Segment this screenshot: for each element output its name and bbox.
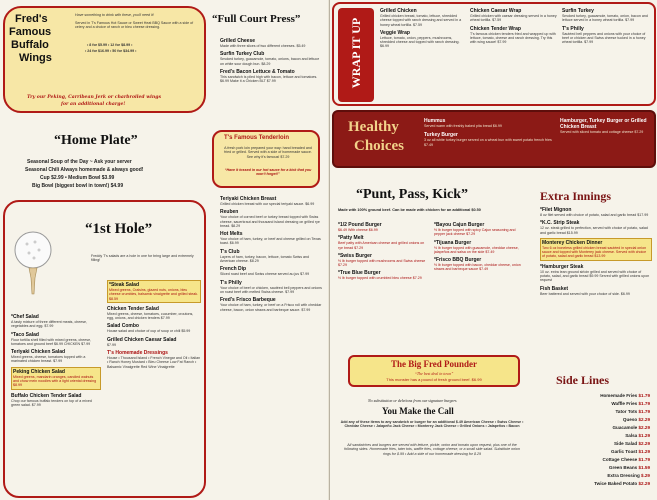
- salad-desc: Mixed greens, mandarin oranges, candied walnuts and chow mein noodles with a light oriental dressing $8.99: [13, 374, 97, 388]
- burger-col-1: [338, 222, 426, 354]
- burger-col-2: [434, 222, 522, 354]
- side-price: $2.29: [638, 425, 650, 430]
- wings-promo-line: Try our Peking, Carribean Jerk or charbroiled wings: [27, 95, 162, 100]
- sandwich-desc: Made with three slices of two different cheeses. $5.49: [220, 44, 306, 48]
- wrap-name: Chicken Tender Wrap: [470, 25, 521, 32]
- burger-desc: Beef patty with American cheese and grilled onions on rye bread $7.29: [338, 241, 425, 250]
- burger-name: *Bayou Cajun Burger: [434, 222, 485, 228]
- home-plate-line: Big Bowl (biggest bowl in town!) $4.99: [32, 183, 124, 189]
- menu-left-page: [0, 0, 328, 500]
- wrap-name: T's Philly: [562, 25, 584, 32]
- sandwich-desc: Smoked turkey, guacamole, tomato, onions, bacon and lettuce on white sour dough bun. $8.29: [220, 57, 320, 66]
- salad-desc: Mixed greens, cheese, tomatoes topped with a marinated chicken breast. $7.99: [11, 355, 86, 364]
- wrap-name: Veggie Wrap: [380, 29, 410, 36]
- side-price: $1.29: [638, 433, 650, 438]
- side-name: Guacamole: [612, 425, 638, 430]
- burger-desc: ½ lb burger topped with bacon, cheddar cheese, onion straws and barbeque sauce $7.49: [434, 263, 521, 272]
- healthy-desc: Served warm with freshly baked pita bread $6.99: [424, 124, 502, 128]
- salad-name: Chicken Tender Salad: [107, 305, 159, 312]
- side-lines-title: Side Lines: [556, 373, 610, 387]
- wings-title-line: Buffalo: [11, 39, 49, 51]
- substitution-note: No substitution or deletions from our signature burgers: [368, 398, 457, 403]
- punt-title: “Punt, Pass, Kick”: [356, 187, 469, 202]
- full-court-title: “Full Court Press”: [212, 13, 301, 25]
- salad-name: Salad Combo: [107, 323, 139, 330]
- burger-name: *Tijuana Burger: [434, 239, 472, 246]
- salad-name: *Steak Salad: [109, 282, 140, 288]
- side-item: [556, 464, 650, 472]
- sandwich-desc: Grilled chicken breast with our special teriyaki sauce. $6.99: [220, 202, 315, 206]
- burger-desc: ½ lb burger topped with guacamole, cheddar cheese, jalapeños and salsa on the side $7.49: [434, 245, 519, 254]
- sandwich-desc: This sandwich is piled high with bacon, lettuce and tomatoes. $6.99 Make it a Chicken BLT $7.99: [220, 74, 318, 84]
- salad-name: Buffalo Chicken Tender Salad: [11, 392, 82, 399]
- healthy-desc: 3 oz all white turkey burger served on a wheat bun with sweet potato french fries $7.49: [424, 138, 552, 147]
- extra-innings-list: [540, 207, 652, 367]
- wrap-name: Chicken Caesar Wrap: [470, 8, 522, 14]
- salad-desc: A tasty mixture of three different meats, cheese, vegetables and egg. $7.99: [11, 320, 88, 329]
- salad-desc: Chop our famous buffalo tenders on top of a mixed green salad. $7.99: [11, 398, 92, 407]
- side-name: Salsa: [625, 433, 638, 438]
- salad-desc: Mixed greens, cheese, tomatoes, cucumber, croutons, egg, onions, and chicken tenders $7.99: [107, 311, 194, 321]
- side-price: $1.29: [638, 449, 650, 454]
- sandwich-name: Reuben: [220, 209, 239, 216]
- wings-description: Served in T's Famous Hot Sauce or Sweet Heat BBQ Sauce with a side of celery and a choice of ranch or bleu cheese dressing.: [75, 21, 194, 30]
- side-name: Extra Dressing: [607, 473, 640, 478]
- home-plate-line: Seasonal Soup of the Day ~ Ask your server: [27, 159, 132, 165]
- wrap-title: WRAP IT UP: [349, 17, 363, 89]
- side-price: $2.29: [638, 441, 650, 446]
- side-item: [556, 472, 650, 480]
- wrap-name: Surfin Turkey: [562, 8, 594, 14]
- entree-desc: 8 oz filet served with choice of potato, salad and garlic bread $17.99: [540, 213, 649, 217]
- entree-desc: Two 6 oz boneless grilled chicken breast sautéed in special onion sauce and topped with Monterey jack cheese. Served with choice of potato, salad and garlic bread $13.99: [542, 245, 647, 259]
- healthy-desc: Served with sliced tomato and cottage cheese $7.29: [560, 130, 644, 134]
- burger-desc: ½ lb burger topped with spicy Cajun seasoning and pepper jack cheese $7.29: [434, 228, 516, 237]
- side-price: $1.59: [638, 465, 650, 470]
- side-price: $.29: [641, 473, 650, 478]
- salad-desc: $7.99: [107, 342, 116, 347]
- entree-name: Fish Basket: [540, 285, 569, 292]
- healthy-title-line: Healthy: [348, 119, 399, 135]
- burger-name: *1/2 Pound Burger: [338, 222, 382, 228]
- salad-name: Grilled Chicken Caesar Salad: [107, 336, 177, 343]
- first-hole-section: [3, 200, 206, 498]
- punt-subtitle: Made with 100% ground beef. Can be made with chicken for an additional $0.50: [338, 208, 481, 212]
- wrap-col-1: [380, 8, 466, 104]
- wrap-desc: T's famous chicken tenders fried and wrapped up with lettuce, tomato, cheese and ranch dressing. Try this with wing sauce! $7.99: [470, 31, 556, 45]
- dressings-title: T's Homemade Dressings: [107, 350, 168, 357]
- side-name: Green Beans: [608, 465, 638, 470]
- wrap-desc: Grilled chicken with caesar dressing served in a honey wheat tortilla. $7.59: [470, 14, 557, 23]
- sandwich-name: Teriyaki Chicken Breast: [220, 196, 277, 202]
- served-with-note: All sandwiches and burgers are served with lettuce, pickle, onion and tomato upon request, plus one of the following sides. Homemade fries, tater tots, waffle fries, cottage cheese, or a small side salad. Substitute onion rings for $.99 • Add a side of our homemade dressing for $.29: [344, 443, 520, 456]
- side-item: [556, 408, 650, 416]
- side-name: Tator Tots: [615, 409, 638, 414]
- sandwich-name: T's Club: [220, 248, 240, 255]
- sandwich-name: Fred's Bacon Lettuce & Tomato: [220, 68, 295, 75]
- burger-name: *Swiss Burger: [338, 252, 372, 259]
- salad-name: *Chef Salad: [11, 314, 39, 320]
- wings-price-line: • 24 for $16.99 • 50 for $34.99 •: [85, 49, 137, 53]
- pounder-desc: This monster has a pound of fresh ground beef. $6.99: [386, 377, 482, 382]
- side-lines-list: [556, 392, 650, 496]
- entree-name: Monterey Chicken Dinner: [542, 239, 603, 246]
- sandwich-desc: Your choice of corned beef or turkey breast topped with Swiss cheese, sauerkraut and thousand island dressing on grilled rye bread. $8.29: [220, 215, 320, 228]
- side-name: Waffle Fries: [611, 401, 638, 406]
- tenderloin-desc: A fresh pork loin prepared your way: hand breaded and fried or grilled. Served with a side of homemade sauce. See why it's famous! $7.29: [224, 146, 312, 159]
- wrap-desc: Smoked turkey, guacamole, tomato, onion, bacon and lettuce served in a honey wheat tortilla. $7.99: [562, 14, 648, 23]
- home-plate-line: Cup $2.99 • Medium Bowl $3.99: [40, 175, 115, 181]
- healthy-section: [332, 110, 656, 168]
- peking-highlight: [11, 367, 101, 390]
- wings-intro: Have something to drink with these, you'll need it!: [75, 13, 154, 17]
- side-item: [556, 424, 650, 432]
- side-name: Side Salad: [613, 441, 638, 446]
- entree-name: *Hamburger Steak: [540, 263, 584, 270]
- sandwich-list: [220, 196, 322, 496]
- entree-desc: Beer battered and served with your choice of side. $6.99: [540, 291, 630, 296]
- side-item: [556, 480, 650, 488]
- burger-name: *Frisco BBQ Burger: [434, 257, 482, 264]
- dressings-list: House • Thousand Island • French Vinegar and Oil • Italian • Ranch Honey Mustard • Bleu Cheese Low Fat Ranch • Balsamic Vinaigrette Red Wine Vinaigrette: [107, 356, 201, 369]
- burger-desc: ½ lb burger topped with mushrooms and Swiss cheese $7.29: [338, 258, 426, 268]
- first-hole-title: “1st Hole”: [85, 221, 153, 237]
- sandwich-name: Surfin Turkey Club: [220, 51, 265, 58]
- side-item: [556, 416, 650, 424]
- healthy-name: Hummus: [424, 118, 446, 124]
- golf-ball-icon: [9, 228, 57, 298]
- side-name: Twice Baked Potato: [594, 481, 638, 486]
- make-call-title: You Make the Call: [382, 406, 454, 416]
- sandwich-desc: Layers of ham, turkey, bacon, lettuce, tomato Swiss and American cheese. $8.29: [220, 254, 310, 264]
- salad-name: *Taco Salad: [11, 331, 39, 338]
- salad-list-left: [11, 314, 101, 498]
- side-item: [556, 392, 650, 400]
- burger-desc: $6.49 With cheese $6.99: [338, 228, 378, 232]
- home-plate-line: Seasonal Chili Always homemade & always good!: [25, 167, 144, 173]
- home-plate-title: “Home Plate”: [54, 133, 138, 148]
- side-item: [556, 456, 650, 464]
- salad-desc: House salad and choice of cup of soup or chili $5.99: [107, 329, 191, 334]
- side-price: $1.79: [638, 457, 650, 462]
- wrap-col-3: [562, 8, 652, 104]
- sandwich-name: Hot Melts: [220, 231, 243, 238]
- side-item: [556, 440, 650, 448]
- sandwich-name: T's Philly: [220, 279, 242, 286]
- side-price: $1.79: [638, 409, 650, 414]
- healthy-name: Hamburger, Turkey Burger or Grilled Chicken Breast: [560, 118, 647, 130]
- wings-price-line: • 8 for $5.99 • 12 for $8.99 •: [87, 43, 133, 47]
- sandwich-desc: Your choice of ham, turkey, or beef on a Frisco roll with cheddar cheese, bacon, onion straws and barbeque sauce. $7.99: [220, 303, 322, 312]
- pounder-section: [348, 355, 520, 387]
- menu-right-page: [329, 0, 657, 500]
- side-name: Queso: [622, 417, 638, 422]
- tenderloin-quote: “Have it tossed in our hot sauce for a kick that you won't forget!”: [224, 168, 312, 177]
- wings-promo-line: for an additional charge!: [61, 102, 126, 107]
- entree-name: *K.C. Strip Steak: [540, 220, 580, 227]
- steak-salad-highlight: [107, 280, 201, 303]
- side-name: Cottage Cheese: [602, 457, 638, 462]
- side-price: $1.79: [638, 393, 650, 398]
- healthy-col-1: [424, 118, 554, 166]
- salad-desc: Mixed greens, Craisins, glazed nuts, onions, bleu cheese crumbles, balsamic vinaigrette and grilled steak. $8.59: [109, 288, 199, 301]
- sandwich-desc: Your choice of beef or chicken, sautéed bell peppers and onions on roast beef with melted Swiss cheese. $7.99: [220, 285, 322, 294]
- entree-desc: 12 oz. steak grilled to perfection, served with choice of potato, salad and garlic bread $15.99: [540, 226, 648, 235]
- entree-desc: 10 oz. extra lean ground sirloin grilled and served with choice of potato, salad, and garlic bread $9.99 Served with grilled onions upon request: [540, 269, 650, 283]
- sandwich-name: French Dip: [220, 266, 247, 273]
- first-hole-intro: Freddy T's salads are a hole in one for bring large and extremely filling!: [91, 254, 194, 263]
- wings-title-line: Fred's: [15, 13, 48, 25]
- side-price: $2.29: [638, 481, 650, 486]
- extra-innings-title: Extra Innings: [540, 189, 612, 203]
- sandwich-desc: Your choice of ham, turkey, or beef and cheese grilled on Texas toast. $6.99: [220, 237, 321, 246]
- wrap-col-2: [470, 8, 558, 104]
- salad-list-right: [107, 280, 201, 496]
- healthy-col-2: [560, 118, 652, 166]
- side-price: $2.29: [638, 417, 650, 422]
- burger-name: *Patty Melt: [338, 235, 364, 242]
- wings-title-line: Famous: [9, 26, 52, 38]
- wrap-section: [332, 2, 656, 106]
- sandwich-name: Grilled Cheese: [220, 38, 256, 44]
- pounder-subtitle: “The best deal in town”: [414, 371, 454, 376]
- sandwich-desc: Sliced roast beef and Swiss cheese served au jus $7.99: [220, 272, 310, 277]
- side-name: Garlic Toast: [611, 449, 638, 454]
- wings-title-line: Wings: [19, 52, 52, 64]
- side-item: [556, 448, 650, 456]
- full-court-list: [220, 38, 320, 124]
- wrap-desc: Lettuce, tomato, onion, peppers, mushrooms, shredded cheese and topped with ranch dressing. $6.99: [380, 35, 460, 49]
- side-price: $1.79: [638, 401, 650, 406]
- pounder-title: The Big Fred Pounder: [390, 359, 478, 369]
- side-item: [556, 432, 650, 440]
- burger-name: *True Blue Burger: [338, 270, 381, 277]
- healthy-name: Turkey Burger: [424, 132, 458, 139]
- salad-name: Peking Chicken Salad: [13, 368, 65, 375]
- wrap-desc: Sautéed bell peppers and onions with your choice of beef or chicken and Swiss cheese tucked in a honey wheat tortilla. $7.99: [562, 31, 646, 45]
- tenderloin-section: [212, 130, 320, 188]
- wrap-name: Grilled Chicken: [380, 8, 417, 14]
- salad-desc: Flour tortilla shell filled with mixed greens, cheese, tomatoes and ground beef $6.99 CHICKEN $7.99: [11, 337, 92, 346]
- side-item: [556, 400, 650, 408]
- wrap-desc: Grilled chicken breast, tomato, lettuce, shredded cheese topped with ranch dressing and served in a honey wheat tortilla. $7.59: [380, 14, 462, 27]
- make-call-text: Add any of these items to any sandwich or burger for an additional $.49 American Cheese • Swiss Cheese • Cheddar Cheese • Jalapeño Jack Cheese • Monterey Jack Cheese • Grilled Onions • Jalapeños • Bacon: [340, 420, 524, 429]
- monterey-highlight: [540, 238, 652, 261]
- burger-desc: ½ lb burger topped with crumbled bleu cheese $7.29: [338, 276, 422, 281]
- wings-section: [3, 6, 206, 113]
- side-name: Homemade Fries: [600, 393, 638, 398]
- entree-name: *Filet Mignon: [540, 207, 572, 213]
- salad-name: Teriyaki Chicken Salad: [11, 349, 66, 356]
- healthy-title-line: Choices: [354, 138, 404, 154]
- sandwich-name: Fred's Frisco Barbeque: [220, 297, 276, 304]
- tenderloin-title: T's Famous Tenderloin: [224, 135, 289, 141]
